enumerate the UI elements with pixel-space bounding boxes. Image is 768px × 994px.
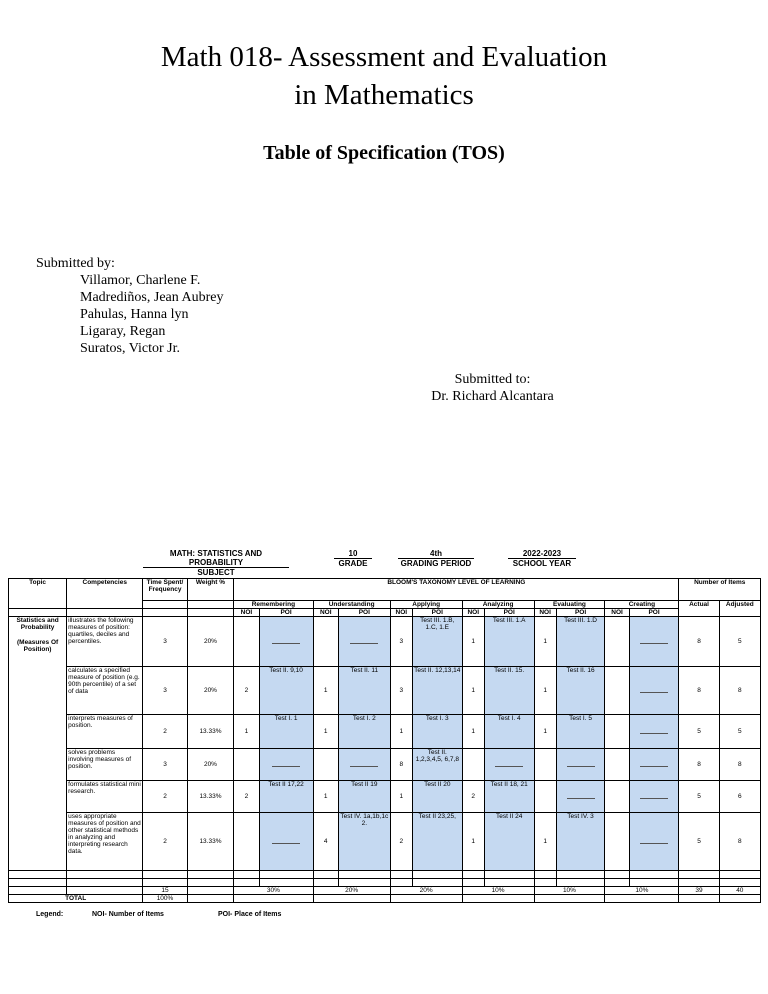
poi-header: POI [629, 609, 679, 617]
empty-cell [313, 879, 338, 887]
header-actual: Actual [679, 601, 719, 617]
header-topic: Topic [9, 579, 67, 609]
poi-cell: Test I. 1 [259, 715, 313, 749]
weight-cell: 20% [187, 617, 234, 667]
poi-cell: Test II. 12,13,14 [412, 667, 462, 715]
empty-cell [679, 879, 719, 887]
level-header: Applying [390, 601, 462, 609]
weight-cell: 13.33% [187, 781, 234, 813]
table-row [9, 749, 761, 781]
competency-cell: solves problems involving measures of position. [67, 749, 143, 781]
total-blank [390, 895, 462, 903]
poi-cell [629, 667, 679, 715]
poi-cell: Test IV. 1a,1b,1c 2. [338, 813, 390, 871]
level-header: Creating [605, 601, 679, 609]
poi-cell: Test II 18, 21 [484, 781, 534, 813]
poi-header: POI [412, 609, 462, 617]
actual-cell: 5 [679, 813, 719, 871]
noi-cell: 1 [462, 813, 484, 871]
poi-cell [484, 749, 534, 781]
header-row [9, 579, 761, 601]
noi-header: NOI [313, 609, 338, 617]
noi-cell: 1 [390, 715, 412, 749]
noi-cell [534, 781, 556, 813]
empty-cell [313, 871, 338, 879]
noi-cell: 1 [462, 715, 484, 749]
empty-cell [143, 871, 187, 879]
poi-cell: Test II 24 [484, 813, 534, 871]
time-cell: 2 [143, 715, 187, 749]
noi-cell [605, 781, 629, 813]
poi-cell: Test II. 1,2,3,4,5, 6,7,8 [412, 749, 462, 781]
title-line-2: in Mathematics [294, 79, 474, 111]
level-header: Remembering [234, 601, 313, 609]
empty-cell [67, 879, 143, 887]
year-field [508, 549, 576, 568]
blank-line [640, 760, 668, 767]
poi-header: POI [484, 609, 534, 617]
blank-line [272, 837, 300, 844]
adjusted-cell: 8 [719, 667, 760, 715]
empty-cell [412, 871, 462, 879]
empty-cell [556, 879, 605, 887]
level-header: Understanding [313, 601, 390, 609]
noi-cell [605, 749, 629, 781]
actual-cell: 8 [679, 667, 719, 715]
actual-cell: 5 [679, 781, 719, 813]
poi-cell [338, 749, 390, 781]
noi-cell: 1 [534, 667, 556, 715]
blank-line [272, 760, 300, 767]
poi-cell: Test II. 11 [338, 667, 390, 715]
poi-cell [259, 617, 313, 667]
total-level-percent: 20% [390, 887, 462, 895]
empty-cell [719, 879, 760, 887]
empty-cell [462, 871, 484, 879]
submitter-name: Madrediños, Jean Aubrey [80, 290, 224, 305]
noi-header: NOI [234, 609, 259, 617]
header-competencies: Competencies [67, 579, 143, 609]
topic-line-2: (Measures Of Position) [16, 639, 59, 653]
noi-cell: 1 [534, 715, 556, 749]
total-time: 15 [143, 887, 187, 895]
total-level-percent: 20% [313, 887, 390, 895]
document-title [0, 38, 768, 114]
noi-cell: 1 [534, 813, 556, 871]
empty-cell [9, 879, 67, 887]
empty-cell [234, 871, 259, 879]
grade-label: GRADE [338, 559, 368, 568]
subject-label: SUBJECT [197, 568, 235, 577]
blank-line [640, 792, 668, 799]
time-cell: 2 [143, 813, 187, 871]
actual-cell: 8 [679, 617, 719, 667]
total-blank [9, 887, 67, 895]
empty-cell [9, 871, 67, 879]
time-cell: 3 [143, 749, 187, 781]
table-row [9, 617, 761, 667]
adjusted-cell: 5 [719, 715, 760, 749]
legend-noi: NOI- Number of Items [92, 911, 164, 918]
noi-cell [313, 617, 338, 667]
noi-cell [234, 617, 259, 667]
noi-cell: 3 [390, 667, 412, 715]
blank-line [567, 792, 595, 799]
noi-cell: 1 [313, 781, 338, 813]
total-actual: 39 [679, 887, 719, 895]
noi-cell: 1 [390, 781, 412, 813]
poi-cell: Test III. 1.A [484, 617, 534, 667]
weight-cell: 20% [187, 667, 234, 715]
poi-cell: Test II. 15. [484, 667, 534, 715]
weight-cell: 13.33% [187, 813, 234, 871]
competency-cell: formulates statistical mini research. [67, 781, 143, 813]
period-field [398, 549, 474, 568]
legend-label: Legend: [36, 911, 64, 918]
header-weight: Weight % [187, 579, 234, 601]
noi-cell: 2 [234, 781, 259, 813]
period-value: 4th [398, 549, 474, 559]
poi-cell: Test II 17,22 [259, 781, 313, 813]
empty-cell [605, 879, 629, 887]
header-time-blank [143, 601, 187, 609]
submitted-to-name: Dr. Richard Alcantara [431, 389, 554, 404]
submitter-name: Ligaray, Regan [80, 324, 166, 339]
noi-cell [462, 749, 484, 781]
adjusted-cell: 8 [719, 749, 760, 781]
poi-cell: Test II 19 [338, 781, 390, 813]
actual-cell: 5 [679, 715, 719, 749]
noi-cell: 4 [313, 813, 338, 871]
poi-cell [556, 749, 605, 781]
empty-cell [338, 871, 390, 879]
empty-cell [259, 871, 313, 879]
noi-cell: 1 [534, 617, 556, 667]
total-level-percent: 10% [605, 887, 679, 895]
noi-poi-header-row [9, 609, 761, 617]
empty-cell [629, 871, 679, 879]
submitted-by-names [36, 272, 223, 357]
total-blank [462, 895, 534, 903]
poi-cell: Test III. 1.D [556, 617, 605, 667]
noi-cell [313, 749, 338, 781]
empty-cell [187, 871, 234, 879]
total-blank [187, 887, 234, 895]
noi-header: NOI [605, 609, 629, 617]
poi-cell: Test I. 4 [484, 715, 534, 749]
noi-cell: 1 [462, 617, 484, 667]
empty-cell [259, 879, 313, 887]
poi-cell [556, 781, 605, 813]
year-label: SCHOOL YEAR [512, 559, 572, 568]
subject-field [143, 549, 289, 577]
blank-line [640, 637, 668, 644]
header-weight-blank [187, 609, 234, 617]
weight-cell: 13.33% [187, 715, 234, 749]
blank-line [640, 727, 668, 734]
empty-cell [534, 871, 556, 879]
noi-cell: 8 [390, 749, 412, 781]
noi-cell: 1 [313, 667, 338, 715]
legend-poi: POI- Place of Items [218, 911, 282, 918]
blank-line [640, 686, 668, 693]
level-header: Evaluating [534, 601, 605, 609]
submitted-by-block [36, 255, 223, 357]
grade-field [334, 549, 372, 568]
empty-cell [556, 871, 605, 879]
blank-line [272, 637, 300, 644]
document-subtitle: Table of Specification (TOS) [263, 142, 505, 164]
empty-row [9, 879, 761, 887]
empty-cell [234, 879, 259, 887]
poi-cell [259, 813, 313, 871]
blank-line [567, 760, 595, 767]
noi-header: NOI [462, 609, 484, 617]
table-row [9, 715, 761, 749]
submitter-name: Suratos, Victor Jr. [80, 341, 181, 356]
adjusted-cell: 5 [719, 617, 760, 667]
total-label: TOTAL [9, 895, 143, 903]
year-value: 2022-2023 [508, 549, 576, 559]
empty-cell [534, 879, 556, 887]
noi-cell [234, 749, 259, 781]
noi-cell: 2 [462, 781, 484, 813]
empty-cell [484, 871, 534, 879]
header-topic-blank [9, 609, 67, 617]
total-blank [234, 895, 313, 903]
subject-value: MATH: STATISTICS AND PROBABILITY [143, 549, 289, 568]
poi-cell: Test III. 1.B, 1.C, 1.E [412, 617, 462, 667]
header-time: Time Spent/ Frequency [143, 579, 187, 601]
time-cell: 2 [143, 781, 187, 813]
noi-cell [605, 617, 629, 667]
poi-cell: Test I. 2 [338, 715, 390, 749]
blank-line [350, 637, 378, 644]
actual-cell: 8 [679, 749, 719, 781]
empty-cell [67, 871, 143, 879]
table-row [9, 667, 761, 715]
empty-cell [629, 879, 679, 887]
adjusted-cell: 8 [719, 813, 760, 871]
submitter-name: Pahulas, Hanna lyn [80, 307, 189, 322]
topic-line-1: Statistics and Probability [16, 617, 59, 631]
poi-cell: Test I. 5 [556, 715, 605, 749]
submitted-to-block [420, 371, 565, 405]
empty-cell [719, 871, 760, 879]
empty-cell [390, 879, 412, 887]
noi-header: NOI [390, 609, 412, 617]
poi-header: POI [556, 609, 605, 617]
total-blank [67, 887, 143, 895]
total-level-percent: 10% [462, 887, 534, 895]
poi-cell: Test IV. 3 [556, 813, 605, 871]
total-blank [187, 895, 234, 903]
poi-cell: Test II. 9,10 [259, 667, 313, 715]
total-weight: 100% [143, 895, 187, 903]
header-adjusted: Adjusted [719, 601, 760, 617]
poi-cell [629, 715, 679, 749]
noi-cell: 3 [390, 617, 412, 667]
poi-cell [629, 617, 679, 667]
header-bloom: BLOOM'S TAXONOMY LEVEL OF LEARNING [234, 579, 679, 601]
time-cell: 3 [143, 667, 187, 715]
totals-row [9, 887, 761, 895]
poi-cell: Test II. 16 [556, 667, 605, 715]
adjusted-cell: 6 [719, 781, 760, 813]
noi-cell: 1 [234, 715, 259, 749]
empty-cell [679, 871, 719, 879]
competency-cell: illustrates the following measures of position: quartiles, deciles and percentiles. [67, 617, 143, 667]
poi-cell [629, 781, 679, 813]
noi-header: NOI [534, 609, 556, 617]
empty-row [9, 871, 761, 879]
table-of-specification [8, 578, 761, 903]
total-blank [313, 895, 390, 903]
period-label: GRADING PERIOD [400, 559, 472, 568]
poi-cell [259, 749, 313, 781]
total-adjusted: 40 [719, 887, 760, 895]
poi-cell: Test I. 3 [412, 715, 462, 749]
empty-cell [462, 879, 484, 887]
blank-line [350, 760, 378, 767]
table-row [9, 813, 761, 871]
header-weight-blank [187, 601, 234, 609]
blank-line [640, 837, 668, 844]
noi-cell: 1 [313, 715, 338, 749]
noi-cell [534, 749, 556, 781]
submitter-name: Villamor, Charlene F. [80, 273, 201, 288]
total-blank [605, 895, 679, 903]
header-number-of-items: Number of Items [679, 579, 761, 601]
noi-cell: 2 [390, 813, 412, 871]
noi-cell: 1 [462, 667, 484, 715]
poi-header: POI [259, 609, 313, 617]
topic-cell [9, 617, 67, 871]
empty-cell [187, 879, 234, 887]
poi-cell: Test II 20 [412, 781, 462, 813]
empty-cell [605, 871, 629, 879]
poi-cell [629, 749, 679, 781]
blank-line [495, 760, 523, 767]
empty-cell [143, 879, 187, 887]
header-comp-blank [67, 609, 143, 617]
weight-cell: 20% [187, 749, 234, 781]
empty-cell [484, 879, 534, 887]
total-level-percent: 10% [534, 887, 605, 895]
table-row [9, 781, 761, 813]
total-label-row [9, 895, 761, 903]
noi-cell [605, 715, 629, 749]
poi-cell [629, 813, 679, 871]
grade-value: 10 [334, 549, 372, 559]
poi-cell [338, 617, 390, 667]
submitted-by-label: Submitted by: [36, 256, 115, 271]
poi-cell: Test II 23,25, [412, 813, 462, 871]
total-level-percent: 30% [234, 887, 313, 895]
level-header: Analyzing [462, 601, 534, 609]
total-blank [719, 895, 760, 903]
total-blank [679, 895, 719, 903]
competency-cell: calculates a specified measure of position (e.g. 90th percentile) of a set of data [67, 667, 143, 715]
noi-cell [605, 813, 629, 871]
empty-cell [338, 879, 390, 887]
competency-cell: interprets measures of position. [67, 715, 143, 749]
competency-cell: uses appropriate measures of position and other statistical methods in analyzing and interpreting research data. [67, 813, 143, 871]
empty-cell [412, 879, 462, 887]
noi-cell [234, 813, 259, 871]
poi-header: POI [338, 609, 390, 617]
noi-cell: 2 [234, 667, 259, 715]
time-cell: 3 [143, 617, 187, 667]
empty-cell [390, 871, 412, 879]
header-time-blank [143, 609, 187, 617]
title-line-1: Math 018- Assessment and Evaluation [160, 41, 608, 73]
noi-cell [605, 667, 629, 715]
submitted-to-label: Submitted to: [454, 372, 531, 387]
total-blank [534, 895, 605, 903]
